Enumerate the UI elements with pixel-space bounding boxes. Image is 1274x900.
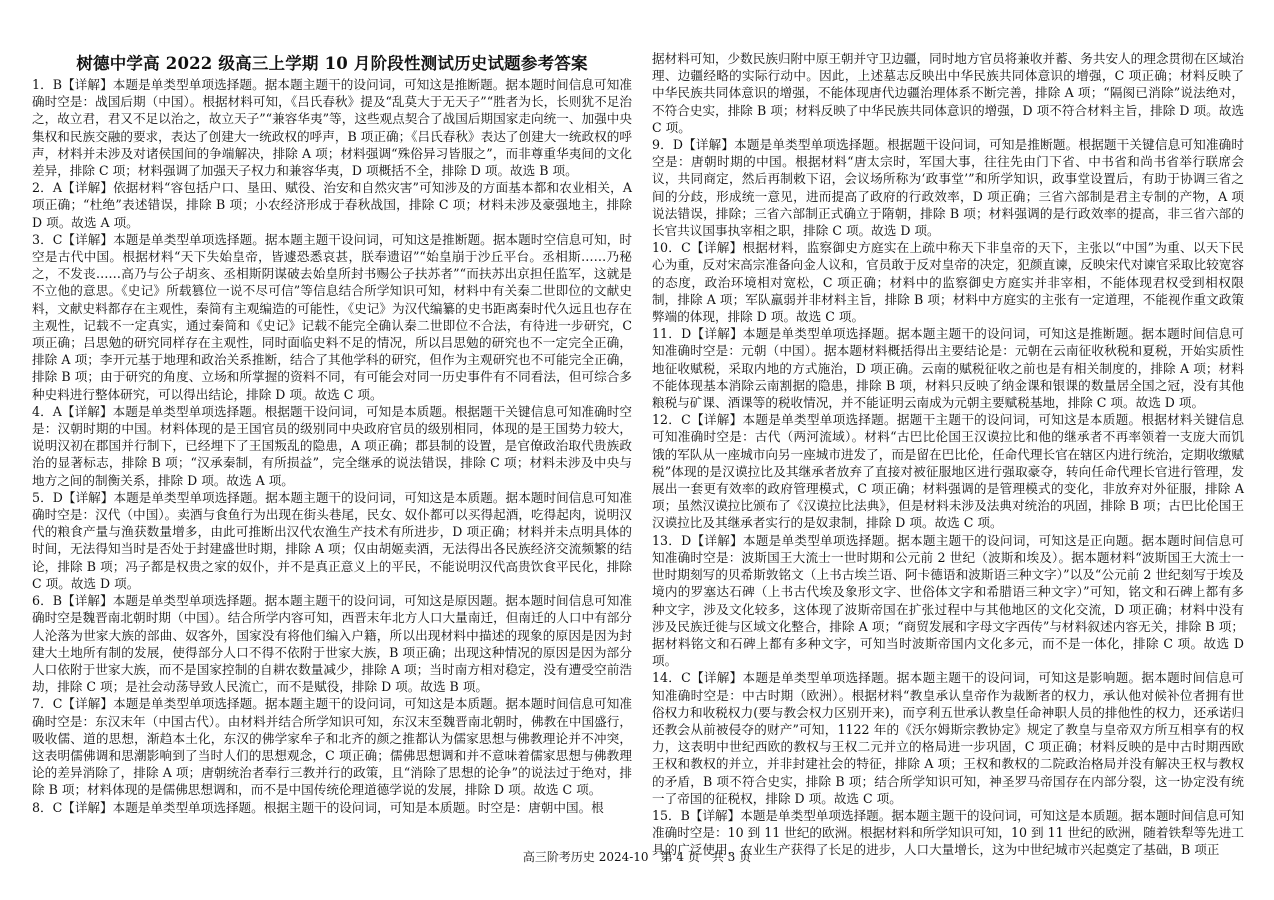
answer-item-9: 9．D【详解】本题是单类型单项选择题。根据题干设问词，可知是推断题。根据题干关键信息可知准确时空是：唐朝时期的中国。根据材料“唐太宗时，军国大事，往往先由门下省、中书省和尚书省举行联席会议，共同商定，然后再制敕下诏，会议场所称为‘政事堂’”和所学知识，政事堂设置后，有助于协调三省之间的分歧，形成统一意见，进而提高了政府的行政效率，D 项正确；三省六部制是君主专制的产物，A 项说法错误，排除；三省六部制正式确立于隋朝，排除 B 项；材料强调的是行政效率的提高，非三省六部的长官共议国事执宰相之职，排除 C 项。故选 D 项。 — [652, 137, 1244, 239]
answer-item-11: 11．D【详解】本题是单类型单项选择题。据本题主题干的设问词，可知这是推断题。据本题时间信息可知准确时空是：元朝（中国）。据本题材料概括得出主要结论是：元朝在云南征收秋税和夏税，开始实质性地征收赋税，采取内地的方式施治，D 项正确。云南的赋税征收之前也是有相关制度的，排除 A 项；材料不能体现基本消除云南割据的隐患，排除 B 项，材料只反映了纳金课和银课的数量居全国之冠，没有其他粮税与矿课、酒课等的税收情况，并不能证明云南成为元朝主要赋税基地，排除 C 项。故选 D 项。 — [652, 326, 1244, 411]
left-answer-list — [32, 76, 632, 816]
answer-item-3: 3．C【详解】本题是单类型单项选择题。据本题主题干设问词，可知这是推断题。据本题时空信息可知，时空是古代中国。根据材料“天下失始皇帝，皆遽恐悉哀甚，朕奉遗诏”“始皇崩于沙丘平台。丞相斯……乃秘之，不发丧……高乃与公子胡亥、丞相斯阴谋破去始皇所封书赐公子扶苏者”“而扶苏出京担任监军，这就是不立他的意思。《史记》所载篡位一说不尽可信”等信息结合所学知识可知，材料中有关秦二世即位的文献史料，文献史料都存在主观性，秦简有主观编造的可能性，《史记》为汉代编纂的史书距离秦时代久远且也存在主观性，记载不一定真实，通过秦简和《史记》记载不能完全确认秦二世即位不合法，有待进一步研究，C 项正确；吕思勉的研究同样存在主观性，同时面临史料不足的情况，所以吕思勉的研究也不一定完全正确，排除 A 项；李开元基于地理和政治关系推断，结合了其他学科的研究，但作为主观研究也不可能完全正确，排除 B 项；由于研究的角度、立场和所掌握的资料不同，有可能会对同一历史事件有不同看法，但可综合多种史料进行整体研究，可以得出结论，排除 D 项。故选 C 项。 — [32, 231, 632, 402]
answer-item-15: 15．B【详解】本题是单类型单项选择题。据本题主题干的设问词，可知这是本质题。据本题时间信息可知准确时空是：10 到 11 世纪的欧洲。根据材料和所学知识可知，10 到 11 世纪的欧洲，随着铁犁等先进工具的广泛使用，农业生产获得了长足的进步，人口大量增长，这为中世纪城市兴起奠定了基础，B 项正 — [652, 807, 1244, 858]
answer-item-5: 5．D【详解】本题是单类型单项选择题。据本题主题干的设问词，可知这是本质题。据本题时间信息可知准确时空是：汉代（中国）。卖酒与食鱼行为出现在街头巷尾，民女、奴仆都可以买得起酒，吃得起肉，说明汉代的粮食产量与渔获数量增多，由此可推断出汉代农渔生产技术有所进步，D 项正确；材料并未点明具体的时间，无法得知当时是否处于封建盛世时期，排除 A 项；仅由胡姬卖酒，无法得出各民族经济交流频繁的结论，排除 B 项；冯子都是权贵之家的奴仆，并不是真正意义上的平民，不能说明汉代高贵饮食平民化，排除 C 项。故选 D 项。 — [32, 489, 632, 591]
answer-item-8-cont: 据材料可知，少数民族归附中原王朝并守卫边疆，同时地方官员将兼收并蓄、务共安人的理念贯彻在区域治理、边疆经略的实际行动中。因此，上述墓志反映出中华民族共同体意识的增强，C 项正确；材料反映了中华民族共同体意识的增强，不能体现唐代边疆治理体系不断完善，排除 A 项；“隔阂已消除”说法绝对，不符合史实，排除 B 项；材料反映了中华民族共同体意识的增强，D 项不符合材料主旨，排除 D 项。故选 C 项。 — [652, 51, 1244, 135]
page-footer: 高三阶考历史 2024-10 第 4 页 共 3 页 — [522, 850, 752, 864]
right-column — [652, 50, 1244, 858]
answer-item-7: 7．C【详解】本题是单类型单项选择题。据本题主题干的设问词，可知这是本质题。据本题时间信息可知准确时空是：东汉末年（中国古代）。由材料并结合所学知识可知，东汉末至魏晋南北朝时，佛教在中国盛行，吸收儒、道的思想，渐趋本土化，东汉的佛学家牟子和北齐的颜之推都认为儒家思想与佛教理论并不冲突，这表明儒佛调和思潮影响到了当时人们的思想观念，C 项正确；儒佛思想调和并不意味着儒家思想与佛教理论的差异消除了，排除 A 项；唐朝统治者奉行三教并行的政策，且“消除了思想的论争”的说法过于绝对，排除 B 项；材料体现的是儒佛思想调和，而不是中国传统伦理道德学说的发展，排除 D 项。故选 C 项。 — [32, 696, 632, 798]
page-title: 树德中学高 2022 级高三上学期 10 月阶段性测试历史试题参考答案 — [76, 54, 588, 73]
answer-item-12: 12．C【详解】本题是单类型单项选择题。据题干主题干的设问词，可知这是本质题。根据材料关键信息可知准确时空是：古代（两河流域）。材料“古巴比伦国王汉谟拉比和他的继承者不再率领着一支庞大而饥饿的军队从一座城市向另一座城市进发了，而是留在巴比伦，任命代理长官在辖区内进行统治，定期收缴赋税”体现的是汉谟拉比及其继承者放弃了直接对被征服地区进行强取豪夺，转向任命代理长官进行管理，发展出一套更有效率的政府管理模式，C 项正确；材料强调的是管理模式的变化，非放弃对外征服，排除 A 项；虽然汉谟拉比颁布了《汉谟拉比法典》，但是材料未涉及法典对统治的巩固，排除 B 项；古巴比伦国王汉谟拉比及其继承者实行的是奴隶制，排除 D 项。故选 C 项。 — [652, 412, 1244, 531]
answer-item-14: 14．C【详解】本题是单类型单项选择题。据本题主题干的设问词，可知这是影响题。据本题时间信息可知准确时空是：中古时期（欧洲）。根据材料“教皇承认皇帝作为裁断者的权力，承认他对候补位者拥有世俗权力和收税权力(要与教会权力区别开来)，而亨利五世承认教皇任命神职人员的排他性的权力，还承诺归还教会从前被侵夺的财产”可知，1122 年的《沃尔姆斯宗教协定》规定了教皇与皇帝双方所互相享有的权力，这表明中世纪西欧的教权与王权二元并立的格局进一步巩固，C 项正确；材料反映的是中古时期西欧王权和教权的并立，并非封建社会的特征，排除 A 项；王权和教权的二院政治格局并没有解决王权与教权的矛盾，B 项不符合史实，排除 B 项；结合所学知识可知，神圣罗马帝国存在内部分裂，这一协定没有统一了帝国的征税权，排除 D 项。故选 C 项。 — [652, 670, 1244, 806]
answer-item-6: 6．B【详解】本题是单类型单项选择题。据本题主题干的设问词，可知这是原因题。据本题时间信息可知准确时空是魏晋南北朝时期（中国）。结合所学内容可知，西晋末年北方人口大量南迁，但南迁的人口中有部分人沦落为世家大族的部曲、奴客外，国家没有将他们编入户籍，所以出现材料中描述的现象的原因是因为封建大土地所有制的发展，使得部分人口不得不依附于世家大族，B 项正确；出现这种情况的原因是因为部分人口依附于世家大族，而不是国家控制的自耕农数量减少，排除 A 项；当时南方相对稳定，没有遭受空前浩劫，排除 C 项；是社会动荡导致人民流亡，而不是赋役，排除 D 项。故选 B 项。 — [32, 593, 632, 695]
answer-item-1: 1．B【详解】本题是单类型单项选择题。据本题主题干的设问词，可知这是推断题。据本题时间信息可知准确时空是：战国后期（中国）。根据材料可知，《吕氏春秋》提及“乱莫大于无天子”“胜者为长，长则犹不足治之，故立君，君又不足以治之，故立天子”“兼容华夷”等，这些观点契合了战国后期国家走向统一、加强中央集权和民族交融的要求，表达了创建大一统政权的呼声，B 项正确；《吕氏春秋》表达了创建大一统政权的呼声，材料并未涉及对诸侯国间的争端解决，排除 A 项；材料强调“殊俗异习皆服之”，而非尊重华夷间的文化差异，排除 C 项；材料强调了加强天子权力和兼容华夷，D 项概括不全，排除 D 项。故选 B 项。 — [32, 77, 632, 179]
left-column — [32, 52, 632, 842]
answer-item-2: 2．A【详解】依据材料“容包括户口、垦田、赋役、治安和自然灾害”可知涉及的方面基本都和农业相关，A 项正确；“杜绝”表述错误，排除 B 项；小农经济形成于春秋战国，排除 C 项；材料未涉及豪强地主，排除 D 项。故选 A 项。 — [32, 180, 632, 230]
answer-item-8-start: 8．C【详解】本题是单类型单项选择题。根据主题干的设问词，可知是本质题。时空是：唐朝中国。根 — [32, 799, 604, 815]
answer-item-13: 13．D【详解】本题是单类型单项选择题。据本题主题干的设问词，可知这是正向题。据本题时间信息可知准确时空是：波斯国王大流士一世时期和公元前 2 世纪（波斯和埃及）。据本题材料“波斯国王大流士一世时期刻写的贝希斯敦铭文（上书古埃兰语、阿卡德语和波斯语三种文字）”以及“公元前 2 世纪刻写于埃及境内的罗塞达石碑（上书古代埃及象形文字、世俗体文字和希腊语三种文字）”可知，铭文和石碑上都有多种文字，涉及文化较多，这体现了波斯帝国在扩张过程中与其他地区的文化交流，D 项正确；材料中没有涉及民族迁徙与区域文化整合，排除 A 项；“商贸发展和字母文字西传”与材料叙述内容无关，排除 B 项；据材料铭文和石碑上都有多种文字，可知当时波斯帝国内文化多元，而不是一体化，排除 C 项。故选 D 项。 — [652, 532, 1244, 669]
answer-item-4: 4．A【详解】本题是单类型单项选择题。根据题干设问词，可知是本质题。根据题干关键信息可知准确时空是：汉朝时期的中国。材料体现的是王国官员的级别同中央政府官员的级别相同，体现的是王国势力较大，说明汉初在郡国并行制下，已经埋下了王国叛乱的隐患，A 项正确；郡县制的设置，是官僚政治取代贵族政治的显著标志，排除 B 项；“汉承秦制，有所损益”，完全继承的说法错误，排除 C 项；材料未涉及中央与地方之间的制衡关系，排除 D 项。故选 A 项。 — [32, 403, 632, 488]
answer-item-10: 10．C【详解】根据材料，监察御史方庭实在上疏中称天下非皇帝的天下，主张以“中国”为重、以天下民心为重，反对宋高宗准备向金人议和，官员敢于反对皇帝的决定，犯颜直谏，反映宋代对谏官采取比较宽容的态度，政治环境相对宽松，C 项正确；材料中的监察御史方庭实并非宰相，不能体现君权受到相权限制，排除 A 项；军队羸弱并非材料主旨，排除 B 项；材料中方庭实的主张有一定道理，不能视作重文政策弊端的体现，排除 D 项。故选 C 项。 — [652, 240, 1244, 325]
